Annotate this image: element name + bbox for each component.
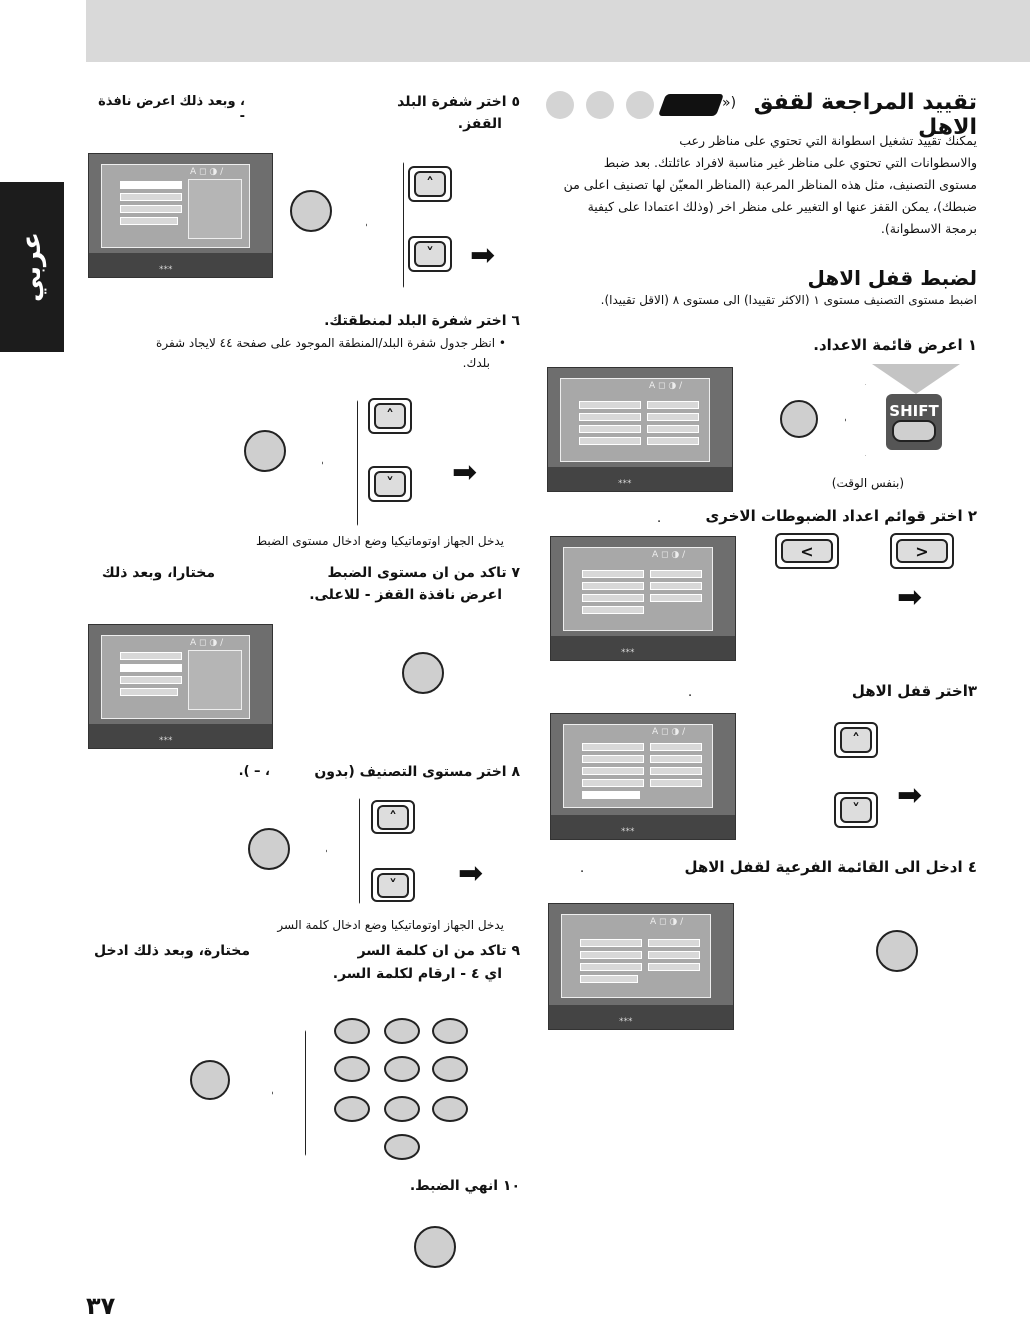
up-arrow-button[interactable]: ˄ <box>834 722 878 758</box>
number-key[interactable] <box>334 1056 370 1082</box>
step-7-label-end: مختارا، وبعد ذلك <box>101 565 215 581</box>
indicator-dot <box>626 91 654 119</box>
section-description: اضبط مستوى التصنيف مستوى ١ (الاكثر تقييدا) الى مستوى ٨ (الاقل تقييدا). <box>600 293 977 307</box>
intro-line: يمكنك تقييد تشغيل اسطوانة التي تحتوي على مناظر رعب <box>679 133 977 148</box>
step-4-label: ٤ ادخل الى القائمة الفرعية لقفل الاهل <box>684 858 977 876</box>
osd-screen: A ◻ ◑ / ⁎⁎⁎ <box>548 903 734 1030</box>
step-5-label-end: ، وبعد ذلك اعرض نافذة - <box>98 94 245 124</box>
up-arrow-button[interactable]: ˄ <box>408 166 452 202</box>
indicator-dot <box>546 91 574 119</box>
osd-screen: A ◻ ◑ / ⁎⁎⁎ <box>550 713 736 840</box>
number-key[interactable] <box>432 1018 468 1044</box>
press-arrow-icon: ➡ <box>470 238 496 273</box>
press-arrow-icon: ➡ <box>897 778 923 813</box>
down-arrow-button[interactable]: ˅ <box>408 236 452 272</box>
page-number: ٣٧ <box>86 1292 116 1320</box>
step-10-label: ١٠ انهي الضبط. <box>409 1178 520 1194</box>
right-arrow-button[interactable]: > <box>890 533 954 569</box>
step-6-label: ٦ اختر شفرة البلد لمنطقتك. <box>324 313 520 329</box>
osd-screen: A ◻ ◑ / ⁎⁎⁎ <box>88 153 273 278</box>
bracket-shape <box>845 384 866 456</box>
remote-key[interactable] <box>892 420 936 442</box>
number-key[interactable] <box>384 1018 420 1044</box>
step-8-label: ٨ اختر مستوى التصنيف (بدون <box>314 764 520 780</box>
enter-button[interactable] <box>244 430 286 472</box>
number-key[interactable] <box>384 1134 420 1160</box>
number-key[interactable] <box>432 1096 468 1122</box>
number-key[interactable] <box>384 1096 420 1122</box>
step-3-label: ٣اختر قفل الاهل <box>851 682 977 700</box>
osd-panel <box>560 378 710 462</box>
left-arrow-button[interactable]: < <box>775 533 839 569</box>
intro-line: برمجة الاسطوانة). <box>880 221 977 236</box>
enter-button[interactable] <box>248 828 290 870</box>
enter-button[interactable] <box>290 190 332 232</box>
auto-mode-note-2: يدخل الجهاز اوتوماتيكيا وضع ادخال كلمة السر <box>277 918 504 932</box>
number-key[interactable] <box>334 1018 370 1044</box>
language-side-tab <box>0 182 64 352</box>
step-2-label: ٢ اختر قوائم اعداد الضبوطات الاخرى <box>705 507 977 525</box>
enter-button[interactable] <box>402 652 444 694</box>
page-title: تقييد المراجعة لقفق الاهل <box>753 90 977 140</box>
auto-mode-note-1: يدخل الجهاز اوتوماتيكيا وضع ادخال مستوى الضبط <box>256 534 504 548</box>
osd-screen: A ◻ ◑ / ⁎⁎⁎ <box>88 624 273 749</box>
up-arrow-button[interactable]: ˄ <box>371 800 415 834</box>
shift-caption: (بنفس الوقت) <box>831 476 904 490</box>
header-band <box>86 0 1030 62</box>
step-7-label-line2: اعرض نافذة القفز - للاعلى. <box>309 587 502 603</box>
press-arrow-icon: ➡ <box>452 455 478 490</box>
step-3-suffix: . <box>688 685 693 700</box>
osd-screen: A ◻ ◑ / ⁎⁎⁎ <box>550 536 736 661</box>
press-arrow-icon <box>872 364 960 394</box>
indicator-dot <box>586 91 614 119</box>
press-arrow-icon: ➡ <box>897 580 923 615</box>
osd-screen <box>547 367 733 492</box>
step-7-label: ٧ تاكد من ان مستوى الضبط <box>327 565 520 581</box>
intro-line: ضبطك)، يمكن القفز عنها او التغيير على منظر اخر (وذلك اعتمادا على كيفية <box>587 199 977 214</box>
step-8-label-end: ، – ). <box>238 764 270 779</box>
number-key[interactable] <box>334 1096 370 1122</box>
osd-icons: A ◻ ◑ / <box>649 381 683 391</box>
intro-paragraph <box>548 130 977 240</box>
intro-line: مستوى التصنيف، مثل هذه المناظر المرعبة (المناظر المعيّن لها تصنيف اعلى من <box>563 177 977 192</box>
step-1-label: ١ اعرض قائمة الاعداد. <box>813 336 977 354</box>
step-6-note-line2: بلدك. <box>462 356 490 370</box>
bracket-shape <box>322 400 358 526</box>
step-5-label-line2: القفز. <box>457 116 502 132</box>
intro-line: والاسطوانات التي تحتوي على مناظر غير مناسبة لافراد عائلتك. بعد ضبط <box>603 155 977 170</box>
number-key[interactable] <box>432 1056 468 1082</box>
signal-icon: ») <box>722 95 737 111</box>
side-tab-label: عربي <box>17 231 47 303</box>
osd-status-bar: ⁎⁎⁎ <box>548 467 732 491</box>
section-title: لضبط قفل الاهل <box>807 266 977 290</box>
enter-button[interactable] <box>780 400 818 438</box>
down-arrow-button[interactable]: ˅ <box>834 792 878 828</box>
enter-button[interactable] <box>190 1060 230 1100</box>
step-9-label: ٩ تاكد من ان كلمة السر <box>357 943 520 959</box>
step-9-label-end: مختارة، وبعد ذلك ادخل <box>94 943 250 959</box>
enter-button[interactable] <box>414 1226 456 1268</box>
press-arrow-icon: ➡ <box>458 856 484 891</box>
step-9-label-line2: اي ٤ - ارقام لكلمة السر. <box>332 966 502 982</box>
bracket-shape <box>272 1030 306 1156</box>
step-2-suffix: . <box>657 511 662 526</box>
enter-button[interactable] <box>876 930 918 972</box>
down-arrow-button[interactable]: ˅ <box>371 868 415 902</box>
up-arrow-button[interactable]: ˄ <box>368 398 412 434</box>
number-key[interactable] <box>384 1056 420 1082</box>
step-5-label: ٥ اختر شفرة البلد <box>397 94 520 110</box>
osd-panel: A ◻ ◑ / <box>563 547 713 631</box>
bracket-shape <box>326 798 360 904</box>
bracket-shape <box>366 162 404 288</box>
step-4-suffix: . <box>580 861 585 876</box>
shift-button[interactable]: SHIFT <box>886 394 942 450</box>
step-6-note: • انظر جدول شفرة البلد/المنطقة الموجود على صفحة ٤٤ لايجاد شفرة <box>156 336 506 350</box>
down-arrow-button[interactable]: ˅ <box>368 466 412 502</box>
dvd-disc-icon <box>658 94 724 116</box>
